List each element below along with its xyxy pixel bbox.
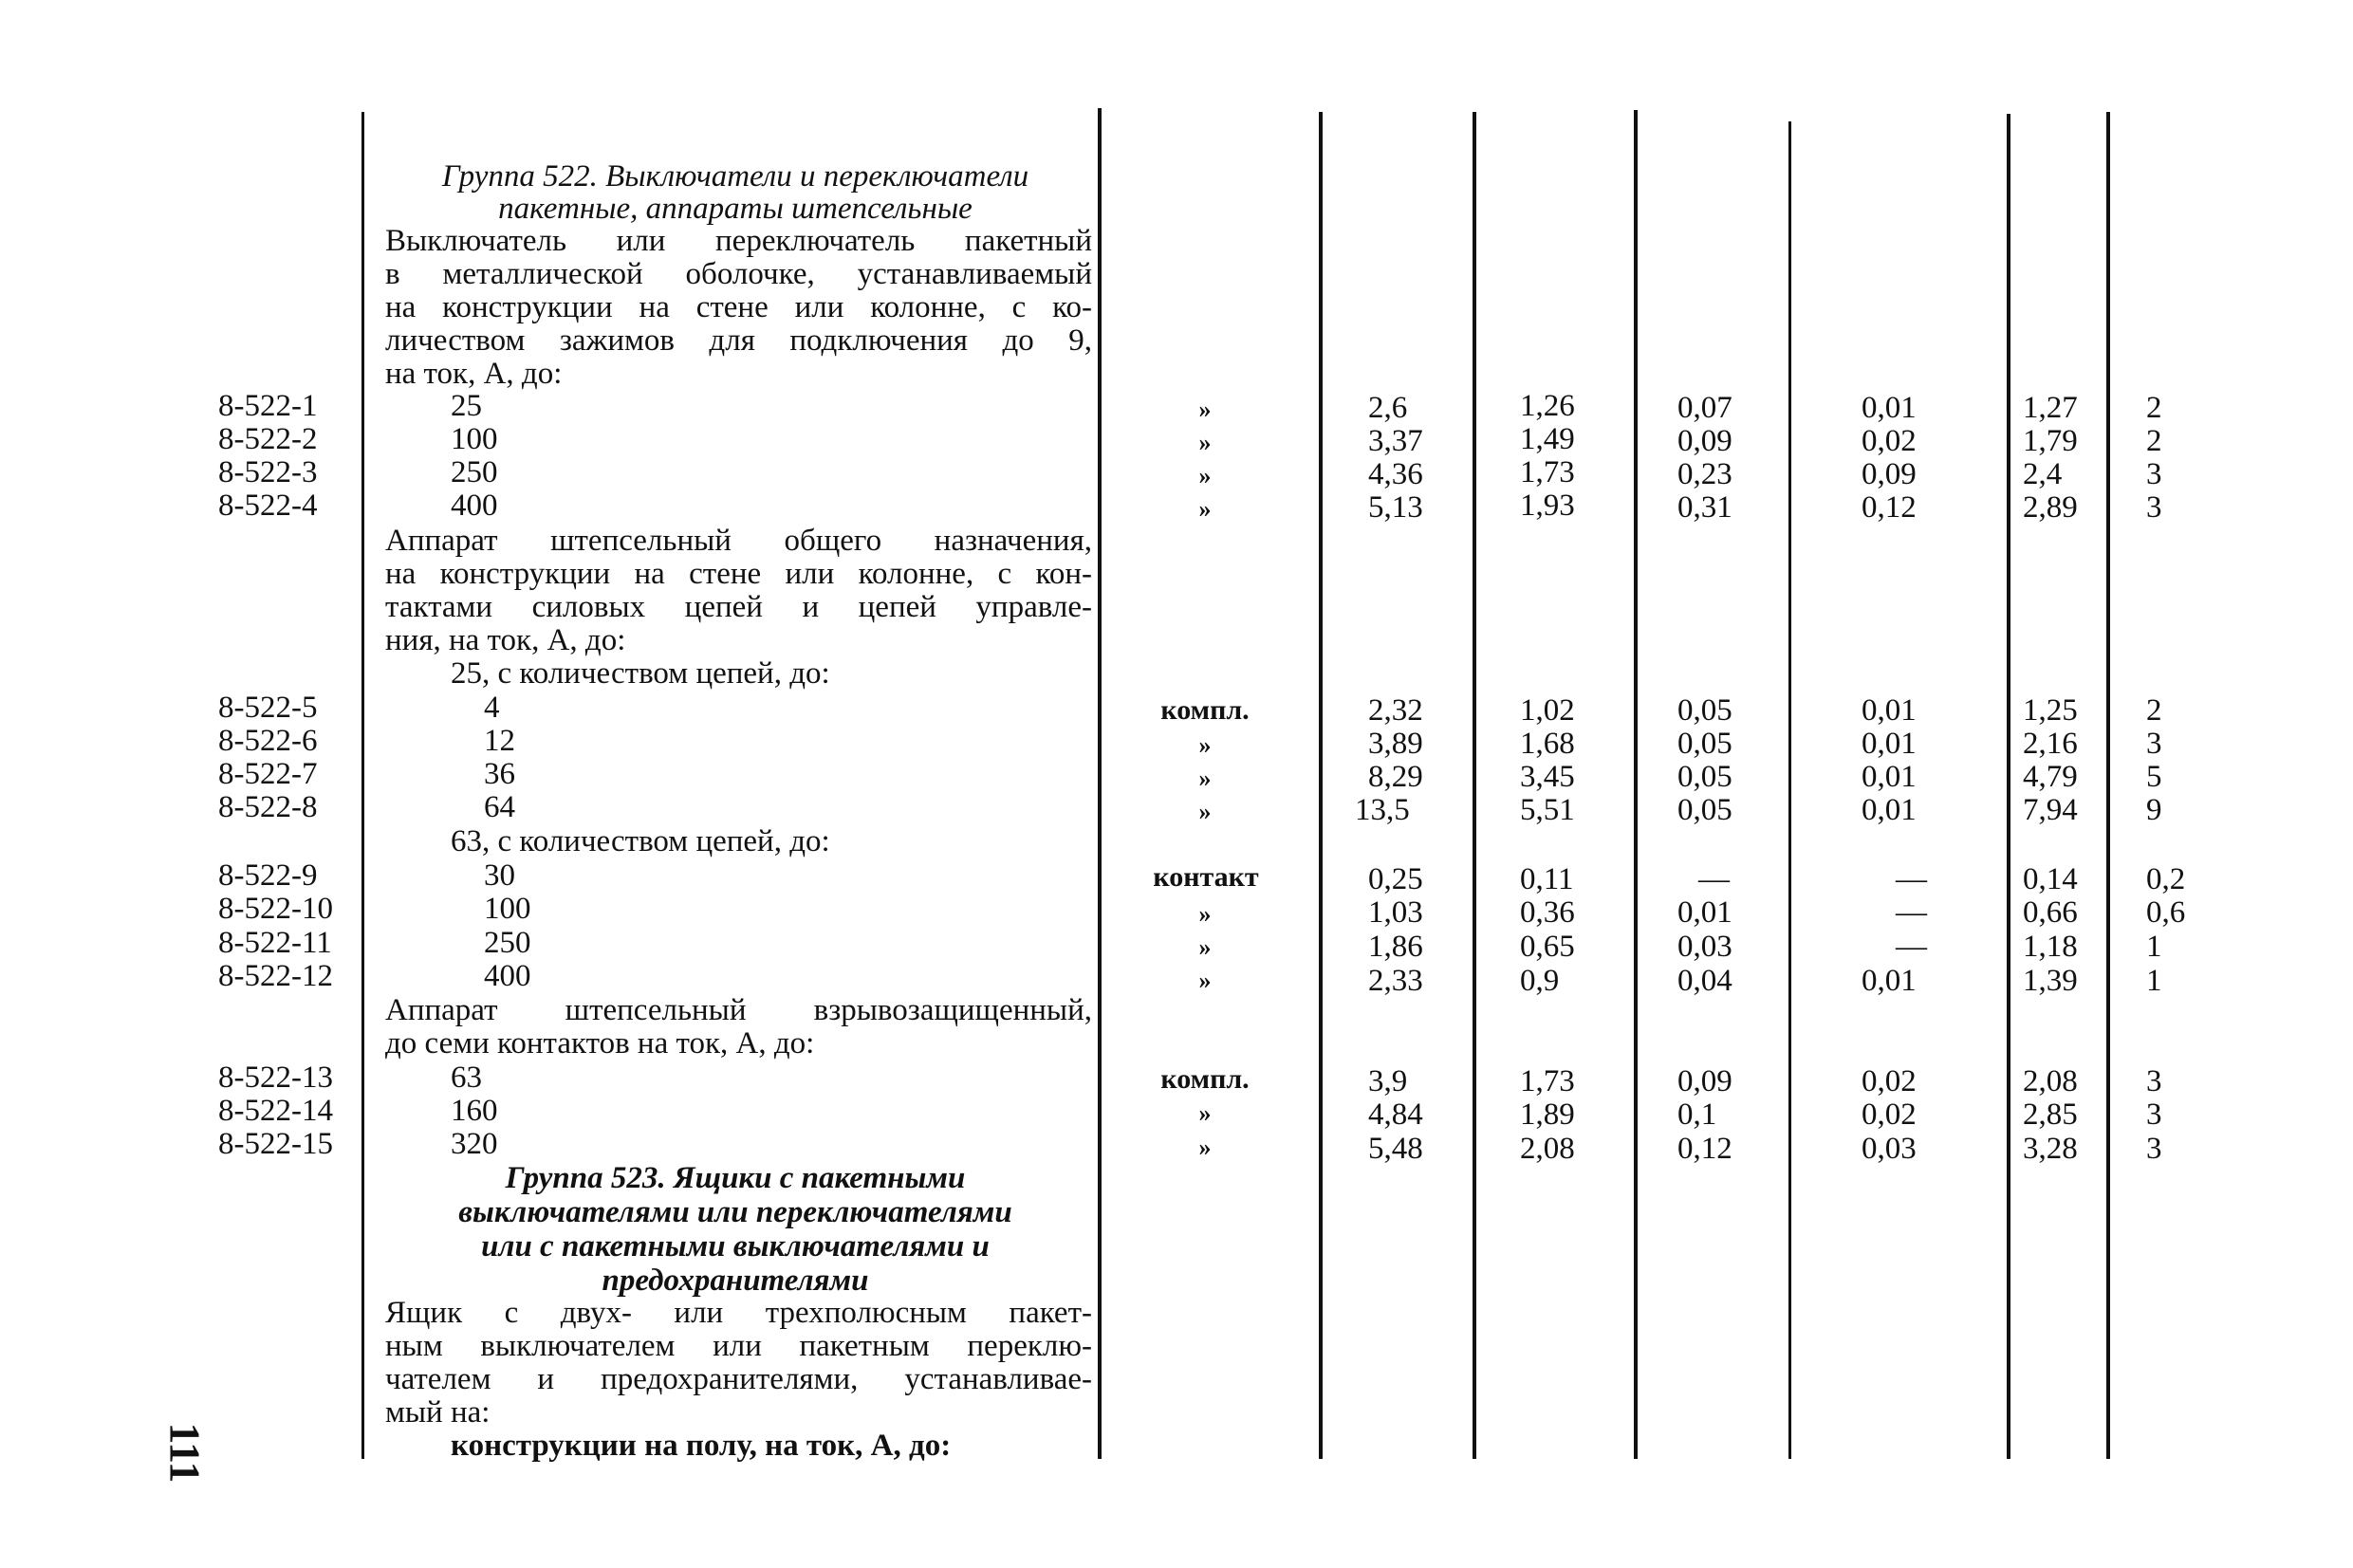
row-v2: 0,9 xyxy=(1520,964,1560,998)
row-v1: 2,32 xyxy=(1368,693,1423,728)
column-rule-unit xyxy=(1319,112,1323,1459)
row-v1: 3,9 xyxy=(1368,1064,1408,1098)
row-v4: — xyxy=(1896,895,1927,930)
row-unit: » xyxy=(1198,495,1212,523)
row-v6: 2 xyxy=(2146,693,2162,728)
row-v6: 3 xyxy=(2146,1132,2162,1166)
sec2-line-1: на конструкции на стене или колонне, с кон- xyxy=(385,557,1092,591)
sec1-line-3: личеством зажимов для подключения до 9, xyxy=(385,323,1092,358)
row-unit: » xyxy=(1198,731,1212,759)
row-v1: 2,6 xyxy=(1368,391,1408,425)
row-v3: 0,01 xyxy=(1677,895,1732,930)
row-amp: 36 xyxy=(484,757,515,791)
row-v6: 3 xyxy=(2146,457,2162,491)
row-v4: 0,01 xyxy=(1862,964,1917,998)
row-v2: 3,45 xyxy=(1520,760,1575,794)
row-v1: 2,33 xyxy=(1368,964,1423,998)
row-v4: 0,02 xyxy=(1862,1098,1917,1132)
sec1-line-1: в металлической оболочке, устанавливаемый xyxy=(385,257,1092,291)
row-unit: » xyxy=(1198,1134,1212,1161)
row-v2: 0,11 xyxy=(1520,862,1574,896)
group-522-title-line2: пакетные, аппараты штепсельные xyxy=(498,192,973,226)
row-v6: 2 xyxy=(2146,424,2162,458)
row-v1: 3,89 xyxy=(1368,727,1423,761)
row-code: 8-522-15 xyxy=(218,1127,333,1161)
row-unit: компл. xyxy=(1160,1063,1250,1095)
column-rule-v1 xyxy=(1473,112,1476,1459)
row-v2: 1,02 xyxy=(1520,693,1575,728)
row-v4: 0,01 xyxy=(1862,391,1917,425)
row-v4: — xyxy=(1896,930,1927,964)
row-code: 8-522-2 xyxy=(218,422,318,456)
group-523-title-line4: предохранителями xyxy=(602,1264,869,1298)
row-unit: » xyxy=(1198,1099,1212,1127)
row-v4: 0,02 xyxy=(1862,1064,1917,1098)
row-v2: 0,65 xyxy=(1520,930,1575,964)
row-code: 8-522-6 xyxy=(218,724,318,758)
row-amp: 30 xyxy=(484,858,515,893)
row-v2: 1,68 xyxy=(1520,727,1575,761)
sec2-sub1: 25, с количеством цепей, до: xyxy=(451,656,830,691)
row-code: 8-522-5 xyxy=(218,691,318,725)
row-v5: 7,94 xyxy=(2023,793,2078,827)
sec3-line-0: Аппарат штепсельный взрывозащищенный, xyxy=(385,993,1092,1027)
row-v1: 4,36 xyxy=(1368,457,1423,491)
row-v5: 2,4 xyxy=(2023,457,2063,491)
row-v3: 0,23 xyxy=(1677,457,1732,491)
row-v3: 0,12 xyxy=(1677,1132,1732,1166)
row-v6: 9 xyxy=(2146,793,2162,827)
row-v2: 1,93 xyxy=(1520,489,1575,523)
row-amp: 320 xyxy=(451,1127,498,1161)
row-v2: 1,89 xyxy=(1520,1098,1575,1132)
row-unit: » xyxy=(1198,462,1212,489)
row-v5: 1,27 xyxy=(2023,391,2078,425)
row-v5: 0,66 xyxy=(2023,895,2078,930)
sec4-line-3: мый на: xyxy=(385,1395,491,1430)
row-code: 8-522-13 xyxy=(218,1061,333,1095)
sec1-line-0: Выключатель или переключатель пакетный xyxy=(385,224,1092,258)
column-rule-v5 xyxy=(2106,112,2110,1459)
row-unit: » xyxy=(1198,900,1212,928)
group-523-title-line3: или с пакетными выключателями и xyxy=(481,1229,990,1264)
row-amp: 400 xyxy=(451,489,498,523)
column-rule-v2 xyxy=(1634,110,1638,1459)
row-v6: 5 xyxy=(2146,760,2162,794)
row-v5: 4,79 xyxy=(2023,760,2078,794)
row-v4: 0,12 xyxy=(1862,490,1917,525)
row-v2: 0,36 xyxy=(1520,895,1575,930)
row-unit: » xyxy=(1198,933,1212,961)
row-v2: 1,49 xyxy=(1520,422,1575,456)
row-code: 8-522-11 xyxy=(218,926,332,960)
row-v6: 3 xyxy=(2146,1064,2162,1098)
row-v1: 4,84 xyxy=(1368,1098,1423,1132)
row-v1: 8,29 xyxy=(1368,760,1423,794)
row-code: 8-522-9 xyxy=(218,858,318,893)
row-v6: 3 xyxy=(2146,1098,2162,1132)
row-v3: 0,05 xyxy=(1677,727,1732,761)
row-code: 8-522-7 xyxy=(218,757,318,791)
row-amp: 250 xyxy=(484,926,531,960)
row-amp: 100 xyxy=(484,892,531,926)
row-code: 8-522-8 xyxy=(218,790,318,824)
row-v1: 1,86 xyxy=(1368,930,1423,964)
row-unit: » xyxy=(1198,798,1212,825)
row-v3: 0,05 xyxy=(1677,693,1732,728)
row-v2: 1,26 xyxy=(1520,389,1575,423)
page-number: 111 xyxy=(160,1422,210,1484)
row-v5: 1,79 xyxy=(2023,424,2078,458)
row-code: 8-522-1 xyxy=(218,389,318,423)
row-v5: 3,28 xyxy=(2023,1132,2078,1166)
row-v3: 0,04 xyxy=(1677,964,1732,998)
sec2-line-0: Аппарат штепсельный общего назначения, xyxy=(385,524,1092,558)
row-v5: 2,16 xyxy=(2023,727,2078,761)
row-unit: компл. xyxy=(1160,694,1250,726)
column-rule-v4 xyxy=(2007,114,2010,1459)
row-amp: 12 xyxy=(484,724,515,758)
row-v6: 3 xyxy=(2146,727,2162,761)
row-v5: 1,25 xyxy=(2023,693,2078,728)
row-v2: 5,51 xyxy=(1520,793,1575,827)
row-v5: 1,18 xyxy=(2023,930,2078,964)
row-v4: 0,01 xyxy=(1862,727,1917,761)
row-v6: 2 xyxy=(2146,391,2162,425)
row-v3: 0,03 xyxy=(1677,930,1732,964)
sec4-line-2: чателем и предохранителями, устанавливае- xyxy=(385,1362,1092,1396)
row-amp: 4 xyxy=(484,691,500,725)
row-unit: » xyxy=(1198,396,1212,423)
row-unit: » xyxy=(1198,765,1212,792)
row-v4: — xyxy=(1896,862,1927,896)
row-v5: 2,85 xyxy=(2023,1098,2078,1132)
row-v1: 3,37 xyxy=(1368,424,1423,458)
sec2-sub2: 63, с количеством цепей, до: xyxy=(451,824,830,858)
row-v4: 0,01 xyxy=(1862,693,1917,728)
sec2-line-2: тактами силовых цепей и цепей управле- xyxy=(385,590,1092,624)
row-unit: контакт xyxy=(1153,861,1259,893)
row-code: 8-522-3 xyxy=(218,455,318,489)
row-v3: — xyxy=(1698,862,1730,896)
row-v1: 13,5 xyxy=(1355,793,1410,827)
row-unit: » xyxy=(1198,967,1212,994)
row-v1: 5,13 xyxy=(1368,490,1423,525)
row-v5: 2,08 xyxy=(2023,1064,2078,1098)
row-code: 8-522-12 xyxy=(218,959,333,993)
row-v1: 0,25 xyxy=(1368,862,1423,896)
row-v2: 1,73 xyxy=(1520,455,1575,489)
row-v6: 1 xyxy=(2146,930,2162,964)
row-v1: 1,03 xyxy=(1368,895,1423,930)
row-v5: 1,39 xyxy=(2023,964,2078,998)
row-v3: 0,09 xyxy=(1677,424,1732,458)
row-v4: 0,02 xyxy=(1862,424,1917,458)
sec4-line-0: Ящик с двух- или трехполюсным пакет- xyxy=(385,1296,1092,1330)
row-amp: 25 xyxy=(451,389,482,423)
row-amp: 63 xyxy=(451,1061,482,1095)
row-v5: 2,89 xyxy=(2023,490,2078,525)
row-v3: 0,05 xyxy=(1677,760,1732,794)
row-v4: 0,03 xyxy=(1862,1132,1917,1166)
sec2-line-3: ния, на ток, А, до: xyxy=(385,623,626,657)
column-rule-v3 xyxy=(1788,121,1791,1459)
row-amp: 160 xyxy=(451,1094,498,1128)
row-v3: 0,07 xyxy=(1677,391,1732,425)
row-amp: 250 xyxy=(451,455,498,489)
row-v6: 0,2 xyxy=(2146,862,2186,896)
row-v1: 5,48 xyxy=(1368,1132,1423,1166)
row-amp: 400 xyxy=(484,959,531,993)
sec4-sub: конструкции на полу, на ток, А, до: xyxy=(451,1429,952,1463)
group-523-title-line1: Группа 523. Ящики с пакетными xyxy=(505,1161,966,1195)
row-code: 8-522-4 xyxy=(218,489,318,523)
row-amp: 100 xyxy=(451,422,498,456)
row-v6: 0,6 xyxy=(2146,895,2186,930)
row-code: 8-522-14 xyxy=(218,1094,333,1128)
row-v3: 0,09 xyxy=(1677,1064,1732,1098)
row-v6: 3 xyxy=(2146,490,2162,525)
row-unit: » xyxy=(1198,429,1212,456)
sec3-line-1: до семи контактов на ток, А, до: xyxy=(385,1026,815,1061)
group-522-title-line1: Группа 522. Выключатели и переключатели xyxy=(441,159,1029,194)
sec1-line-2: на конструкции на стене или колонне, с ко- xyxy=(385,290,1092,324)
row-v3: 0,31 xyxy=(1677,490,1732,525)
row-v4: 0,01 xyxy=(1862,793,1917,827)
sec4-line-1: ным выключателем или пакетным переклю- xyxy=(385,1329,1092,1363)
sec1-line-4: на ток, А, до: xyxy=(385,357,563,391)
row-v2: 1,73 xyxy=(1520,1064,1575,1098)
row-v5: 0,14 xyxy=(2023,862,2078,896)
row-v6: 1 xyxy=(2146,964,2162,998)
group-523-title-line2: выключателями или переключателями xyxy=(458,1195,1012,1229)
row-v4: 0,01 xyxy=(1862,760,1917,794)
row-v2: 2,08 xyxy=(1520,1132,1575,1166)
row-code: 8-522-10 xyxy=(218,892,333,926)
row-v3: 0,1 xyxy=(1677,1098,1717,1132)
row-amp: 64 xyxy=(484,790,515,824)
row-v3: 0,05 xyxy=(1677,793,1732,827)
row-v4: 0,09 xyxy=(1862,457,1917,491)
